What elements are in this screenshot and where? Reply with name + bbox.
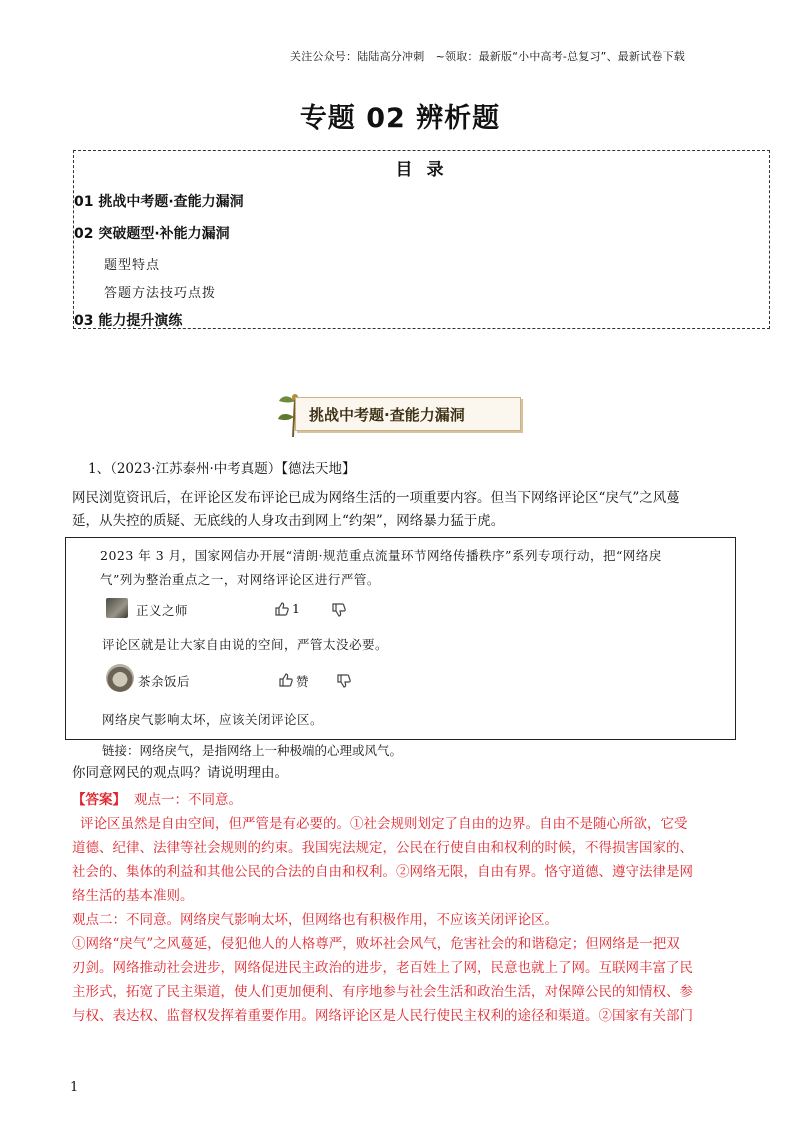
comment-user-2: 茶余饭后 (138, 674, 191, 689)
material-line-1: 2023 年 3 月，国家网信办开展“清朗·规范重点流量环节网络传播秩序”系列专项行动，把“网络戾 (100, 548, 662, 563)
toc-subitem-features[interactable]: 题型特点 (104, 258, 161, 273)
answer-line: 络生活的基本准则。 (72, 888, 194, 904)
toc-item-02[interactable]: 02 突破题型·补能力漏洞 (74, 226, 230, 242)
toc-item-03[interactable]: 03 能力提升演练 (74, 313, 183, 329)
banner-label: 挑战中考题·查能力漏洞 (309, 406, 465, 424)
material-box (65, 537, 736, 740)
thumbs-up-icon[interactable] (278, 672, 294, 688)
answer-line: ①网络“戾气”之风蔓延，侵犯他人的人格尊严，败坏社会风气，危害社会的和谐稳定；但网络是一把双 (72, 936, 680, 952)
answer-block (72, 789, 242, 812)
page-number: 1 (70, 1080, 79, 1095)
comment-text-1: 评论区就是让大家自由说的空间，严管太没必要。 (102, 637, 389, 652)
question-header: 1、（2023·江苏泰州·中考真题）【德法天地】 (88, 461, 356, 477)
answer-line: 评论区虽然是自由空间，但严管是有必要的。①社会规则划定了自由的边界。自由不是随心所欲，它受 (80, 816, 688, 832)
question-intro-line-1: 网民浏览资讯后，在评论区发布评论已成为网络生活的一项重要内容。但当下网络评论区“戾气”之风蔓 (72, 490, 680, 506)
comment-likes-1: 1 (292, 601, 301, 616)
avatar (106, 664, 134, 692)
comment-user-1: 正义之师 (136, 603, 189, 618)
answer-tag: 【答案】 (72, 792, 126, 808)
table-of-contents (73, 150, 770, 329)
thumbs-down-icon[interactable] (336, 673, 352, 689)
header-note: 关注公众号：陆陆高分冲刺 ~领取：最新版“小中高考-总复习”、最新试卷下载 (290, 50, 685, 63)
question-intro-line-2: 延，从失控的质疑、无底线的人身攻击到网上“约架”，网络暴力猛于虎。 (72, 513, 505, 529)
toc-subitem-methods[interactable]: 答题方法技巧点拨 (104, 286, 217, 301)
answer-viewpoint-2: 观点二：不同意。网络戾气影响太坏，但网络也有积极作用，不应该关闭评论区。 (72, 912, 558, 928)
comment-likes-2: 赞 (296, 674, 310, 689)
answer-line: 主形式，拓宽了民主渠道，使人们更加便利、有序地参与社会生活和政治生活，对保障公民的知情权、参 (72, 984, 693, 1000)
thumbs-up-icon[interactable] (274, 601, 290, 617)
answer-line: 社会的、集体的利益和其他公民的合法的自由和权利。②网络无限，自由有界。恪守道德、遵守法律是网 (72, 864, 693, 880)
question-ask: 你同意网民的观点吗？请说明理由。 (72, 765, 288, 781)
toc-heading: 目 录 (395, 160, 448, 180)
answer-viewpoint-1: 观点一：不同意。 (134, 792, 242, 808)
answer-line: 刃剑。网络推动社会进步，网络促进民主政治的进步，老百姓上了网，民意也就上了网。互联网丰富了民 (72, 960, 693, 976)
answer-line: 道德、纪律、法律等社会规则的约束。我国宪法规定，公民在行使自由和权利的时候，不得损害国家的、 (72, 840, 693, 856)
section-banner (273, 389, 525, 439)
page-title: 专题 02 辨析题 (299, 103, 501, 134)
toc-item-01[interactable]: 01 挑战中考题·查能力漏洞 (74, 194, 244, 210)
avatar (106, 598, 128, 618)
link-note: 链接：网络戾气，是指网络上一种极端的心理或风气。 (102, 743, 403, 758)
material-line-2: 气”列为整治重点之一，对网络评论区进行严管。 (100, 572, 380, 587)
comment-text-2: 网络戾气影响太坏，应该关闭评论区。 (102, 712, 324, 727)
answer-line: 与权、表达权、监督权发挥着重要作用。网络评论区是人民行使民主权利的途径和渠道。②国家有关部门 (72, 1008, 693, 1024)
thumbs-down-icon[interactable] (331, 602, 347, 618)
